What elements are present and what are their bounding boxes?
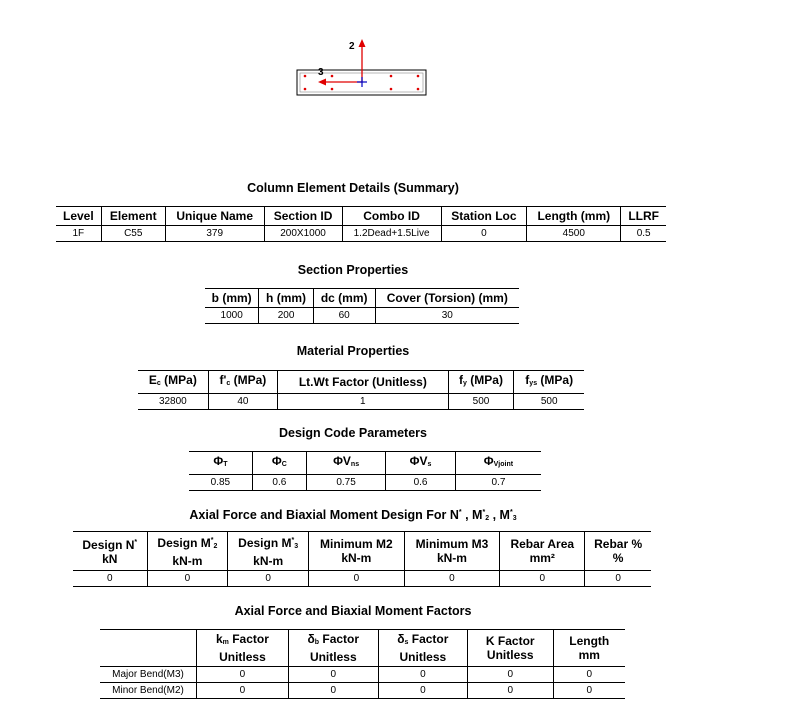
header-b: b (mm) (205, 289, 259, 308)
table-row (205, 308, 519, 324)
header-design-m3: Design $M^*_3$ kN-m (228, 532, 309, 571)
header-rebar-area: Rebar Area mm² (500, 532, 585, 571)
header-km-factor: $k_m$ Factor Unitless (197, 630, 289, 667)
header-phi-vns: $\Phi V_{ns}$ (306, 452, 385, 475)
centroid-marker (357, 77, 367, 87)
cell-unique-name: 379 (165, 226, 264, 242)
cell-rebar-area: 0 (500, 571, 585, 587)
header-minimum-m2: Minimum M2 kN-m (309, 532, 405, 571)
header-ec: $E_c$ (MPa) (138, 371, 208, 394)
axial-factors-table (100, 629, 625, 699)
cell-dc: 60 (313, 308, 375, 324)
header-cover: Cover (Torsion) (mm) (375, 289, 519, 308)
cell-element: C55 (101, 226, 165, 242)
cell-length: 0 (553, 683, 625, 699)
table-header-row (100, 630, 625, 667)
cell-phi-vns: 0.75 (306, 475, 385, 491)
header-section-id: Section ID (264, 207, 342, 226)
cell-design-m3: 0 (228, 571, 309, 587)
header-minimum-m3: Minimum M3 kN-m (404, 532, 500, 571)
axis-3-label: 3 (318, 67, 324, 78)
table-header-row (138, 371, 584, 394)
table-row (100, 683, 625, 699)
cell-station-loc: 0 (441, 226, 527, 242)
section-properties-table (205, 288, 519, 324)
material-properties-title: Material Properties (296, 344, 410, 358)
cell-bend-label: Major Bend(M3) (100, 667, 197, 683)
cell-k: 0 (467, 667, 553, 683)
cell-level: 1F (56, 226, 101, 242)
cell-phi-vjoint: 0.7 (455, 475, 541, 491)
cell-fc: 40 (208, 394, 277, 410)
cell-llrf: 0.5 (621, 226, 666, 242)
header-station-loc: Station Loc (441, 207, 527, 226)
cell-cover: 30 (375, 308, 519, 324)
cell-km: 0 (197, 667, 289, 683)
header-bend-type (100, 630, 197, 667)
section-diagram (290, 30, 440, 100)
cell-bend-label: Minor Bend(M2) (100, 683, 197, 699)
header-ds-factor: $\delta_s$ Factor Unitless (378, 630, 467, 667)
axis-3-arrow (318, 79, 362, 86)
table-header-row (73, 532, 651, 571)
cell-length: 0 (553, 667, 625, 683)
header-phi-t: $\Phi_T$ (189, 452, 252, 475)
header-h: h (mm) (259, 289, 313, 308)
header-level: Level (56, 207, 101, 226)
design-code-title: Design Code Parameters (279, 426, 427, 440)
cell-design-n: 0 (73, 571, 147, 587)
axis-2-arrow (359, 39, 366, 82)
design-code-table (189, 451, 541, 491)
header-fy: $f_y$ (MPa) (448, 371, 514, 394)
column-details-table (56, 206, 666, 242)
cell-km: 0 (197, 683, 289, 699)
table-header-row (205, 289, 519, 308)
header-length: Length mm (553, 630, 625, 667)
cell-k: 0 (467, 683, 553, 699)
table-row (56, 226, 666, 242)
axis-2-label: 2 (349, 41, 355, 52)
cell-minimum-m3: 0 (404, 571, 500, 587)
cell-ds: 0 (378, 667, 467, 683)
cell-b: 1000 (205, 308, 259, 324)
header-phi-vs: $\Phi V_s$ (386, 452, 456, 475)
cell-phi-c: 0.6 (252, 475, 306, 491)
header-fc: $f'_c$ (MPa) (208, 371, 277, 394)
cell-db: 0 (288, 683, 378, 699)
cell-phi-vs: 0.6 (386, 475, 456, 491)
cell-length: 4500 (527, 226, 621, 242)
column-details-title: Column Element Details (Summary) (247, 181, 459, 195)
table-header-row (189, 452, 541, 475)
header-design-m2: Design $M^*_2$ kN-m (147, 532, 228, 571)
table-row (189, 475, 541, 491)
header-unique-name: Unique Name (165, 207, 264, 226)
header-fys: $f_{ys}$ (MPa) (514, 371, 584, 394)
cell-ec: 32800 (138, 394, 208, 410)
cell-ltwt: 1 (278, 394, 448, 410)
header-element: Element (101, 207, 165, 226)
header-combo-id: Combo ID (342, 207, 441, 226)
cell-design-m2: 0 (147, 571, 228, 587)
header-llrf: LLRF (621, 207, 666, 226)
table-header-row (56, 207, 666, 226)
header-rebar-percent: Rebar % % (585, 532, 651, 571)
cell-rebar-percent: 0 (585, 571, 651, 587)
cell-db: 0 (288, 667, 378, 683)
cell-minimum-m2: 0 (309, 571, 405, 587)
table-row (73, 571, 651, 587)
cell-fys: 500 (514, 394, 584, 410)
axial-factors-title: Axial Force and Biaxial Moment Factors (234, 604, 472, 618)
cell-combo-id: 1.2Dead+1.5Live (342, 226, 441, 242)
header-phi-vjoint: $\Phi_{Vjoint}$ (455, 452, 541, 475)
cell-section-id: 200X1000 (264, 226, 342, 242)
header-k-factor: K Factor Unitless (467, 630, 553, 667)
section-properties-title: Section Properties (297, 263, 409, 277)
header-design-n: Design N* kN (73, 532, 147, 571)
axial-design-table (73, 531, 651, 587)
axial-design-title: Axial Force and Biaxial Moment Design For N* , $M^*_2$ , $M^*_3$ (189, 508, 517, 522)
header-phi-c: $\Phi_C$ (252, 452, 306, 475)
cell-fy: 500 (448, 394, 514, 410)
table-row (100, 667, 625, 683)
header-db-factor: $\delta_b$ Factor Unitless (288, 630, 378, 667)
header-dc: dc (mm) (313, 289, 375, 308)
table-row (138, 394, 584, 410)
header-ltwt: Lt.Wt Factor (Unitless) (278, 371, 448, 394)
header-length: Length (mm) (527, 207, 621, 226)
cell-ds: 0 (378, 683, 467, 699)
cell-phi-t: 0.85 (189, 475, 252, 491)
cell-h: 200 (259, 308, 313, 324)
material-properties-table (138, 370, 584, 410)
